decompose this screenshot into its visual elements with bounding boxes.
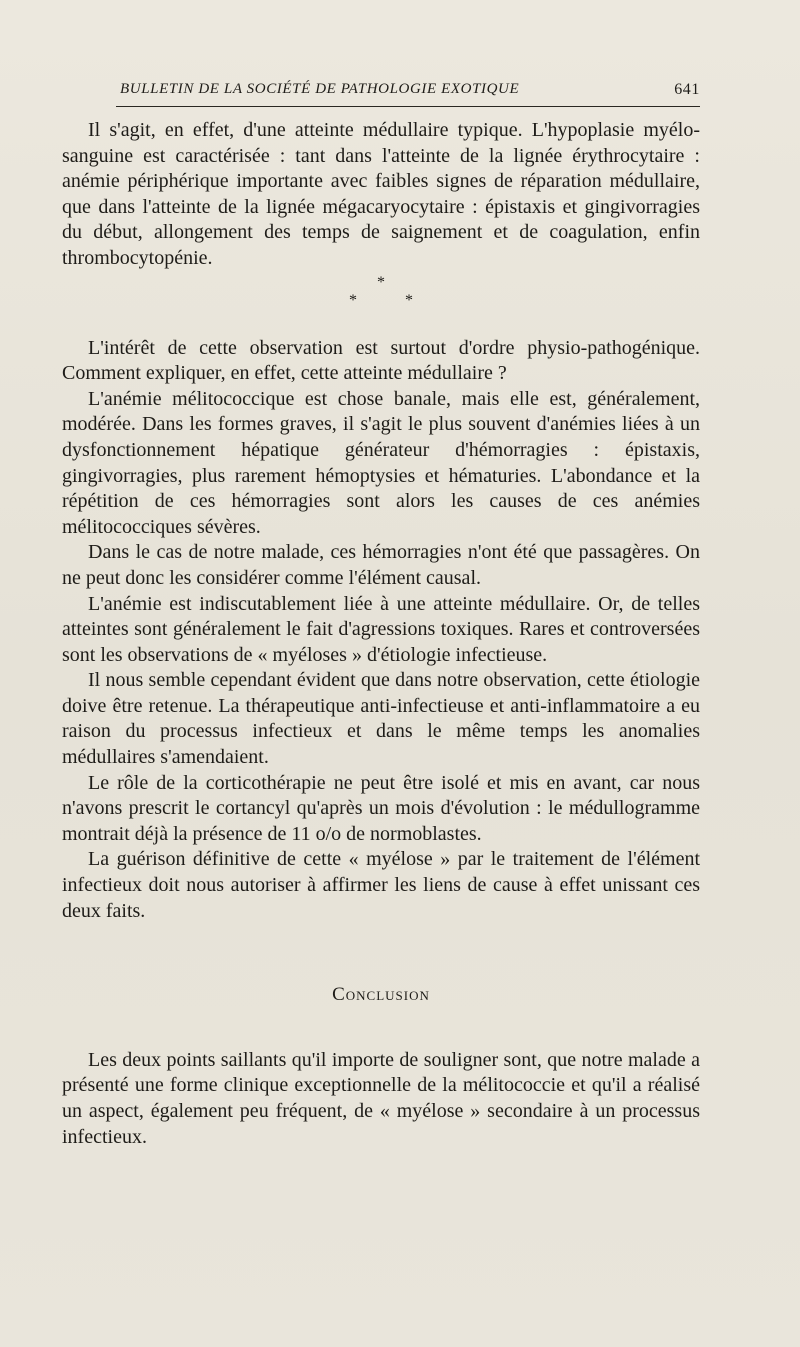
paragraph: Il s'agit, en effet, d'une atteinte médullaire typique. L'hypoplasie myélo-sanguine est caractérisée : tant dans l'atteinte de la lignée érythrocytaire : anémie périphérique importante avec faibles signes de réparation médullaire, que dans l'atteinte de la lignée mégacaryocytaire : épistaxis et gingivorragies du début, allongement des temps de saignement et de coagulation, enfin thrombocytopénie.: [62, 119, 700, 269]
paragraph: Dans le cas de notre malade, ces hémorragies n'ont été que passagères. On ne peut donc les considérer comme l'élément causal.: [62, 541, 700, 589]
page-number: 641: [674, 81, 700, 98]
journal-title: BULLETIN DE LA SOCIÉTÉ DE PATHOLOGIE EXOTIQUE: [120, 81, 520, 97]
separator-star-top: *: [377, 273, 385, 291]
paragraph: Les deux points saillants qu'il importe de souligner sont, que notre malade a présenté une forme clinique exceptionnelle de la mélitococcie et qu'il a réalisé un aspect, également peu fréquent, de « myélose » secondaire à un processus infectieux.: [62, 1048, 700, 1148]
paragraph: L'anémie mélitococcique est chose banale, mais elle est, généralement, modérée. Dans les formes graves, il s'agit le plus souvent d'anémies liées à un dysfonctionnement hépatique générateur d'hémorragies : épistaxis, gingivorragies, plus rarement hémoptysies et hématuries. L'abondance et la répétition de ces hémorragies sont alors les causes de ces anémies mélitococciques sévères.: [62, 387, 700, 538]
paragraph: Il nous semble cependant évident que dans notre observation, cette étiologie doive être retenue. La thérapeutique anti-infectieuse et anti-inflammatoire a eu raison du processus infectieux et dans le même temps les anomalies médullaires s'amendaient.: [62, 669, 700, 769]
paragraph: L'anémie est indiscutablement liée à une atteinte médullaire. Or, de telles atteintes sont généralement le fait d'agressions toxiques. Rares et controversées sont les observations de « myéloses » d'étiologie infectieuse.: [62, 592, 700, 666]
article-body: [62, 118, 700, 1150]
section-heading-conclusion: Conclusion: [332, 984, 430, 1006]
paragraph: La guérison définitive de cette « myélose » par le traitement de l'élément infectieux doit nous autoriser à affirmer les liens de cause à effet unissant ces deux faits.: [62, 848, 700, 922]
spacer: [62, 312, 700, 336]
section-separator: [62, 274, 700, 312]
separator-stars-bottom: * *: [349, 291, 435, 309]
paragraph: Le rôle de la corticothérapie ne peut être isolé et mis en avant, car nous n'avons prescrit le cortancyl qu'après un mois d'évolution : le médullogramme montrait déjà la présence de 11 o/o de normoblastes.: [62, 771, 700, 845]
header-rule: [116, 106, 700, 107]
running-header: [116, 78, 700, 102]
paragraph: L'intérêt de cette observation est surtout d'ordre physio-pathogénique. Comment expliquer, en effet, cette atteinte médullaire ?: [62, 336, 700, 385]
